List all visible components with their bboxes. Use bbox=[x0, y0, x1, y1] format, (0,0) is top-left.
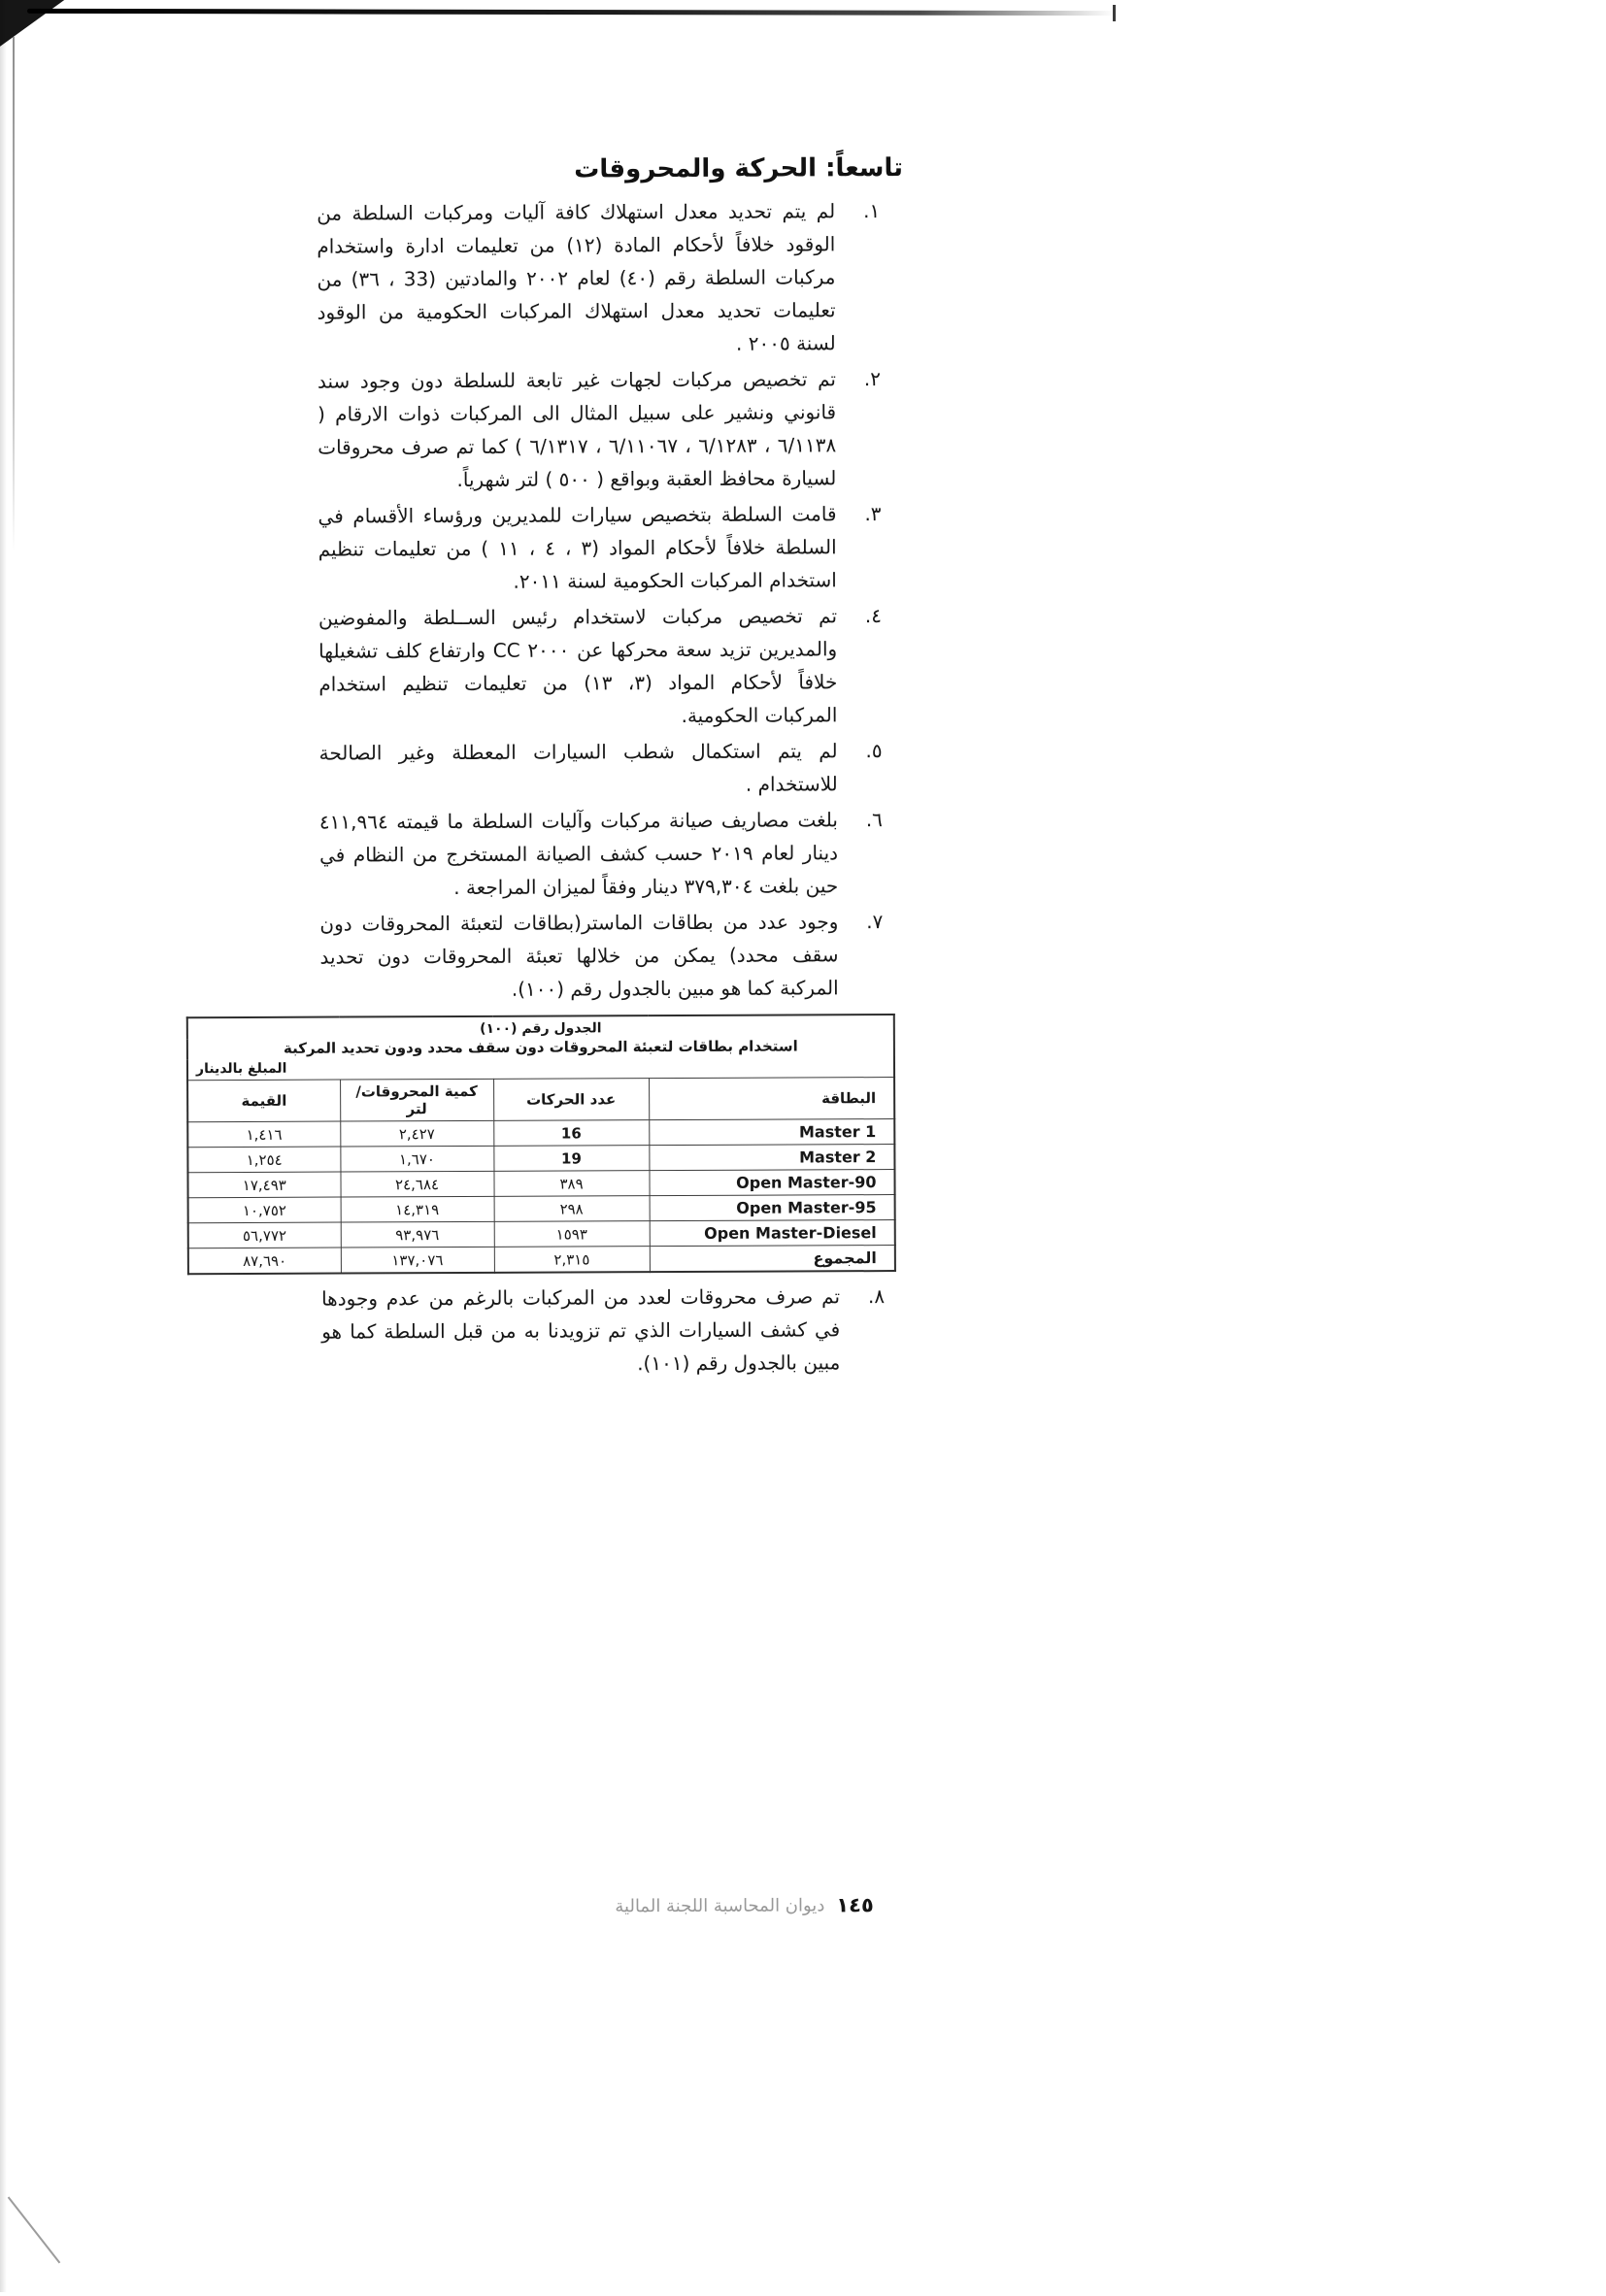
cell-movements: 19 bbox=[493, 1146, 649, 1172]
col-header-card: البطاقة bbox=[649, 1078, 894, 1120]
page-footer bbox=[615, 1893, 874, 1917]
item-marker: ٤. bbox=[864, 604, 883, 628]
item-text: لم يتم استكمال شطب السيارات المعطلة وغير الصالحة للاستخدام . bbox=[318, 739, 838, 796]
cell-value: ١,٤١٦ bbox=[187, 1121, 340, 1148]
table-100 bbox=[186, 1014, 896, 1275]
cell-card: Open Master-95 bbox=[650, 1195, 895, 1221]
col-header-movements: عدد الحركات bbox=[493, 1079, 649, 1121]
cell-fuel: ٢,٤٢٧ bbox=[340, 1120, 493, 1147]
list-item-7 bbox=[319, 905, 883, 1007]
cell-fuel: ١٣٧,٠٧٦ bbox=[341, 1247, 494, 1273]
cell-fuel: ١٤,٣١٩ bbox=[341, 1196, 494, 1222]
item-marker: ٧. bbox=[866, 910, 884, 934]
list-item-5 bbox=[319, 734, 883, 803]
list-item-8 bbox=[321, 1280, 885, 1381]
list-item-6 bbox=[319, 803, 883, 905]
cell-fuel: ٩٣,٩٧٦ bbox=[341, 1221, 494, 1248]
table-caption-row-1 bbox=[187, 1015, 894, 1039]
col-header-fuel: كمية المحروقات/لتر bbox=[340, 1079, 493, 1121]
cell-movements: ٢,٣١٥ bbox=[494, 1247, 650, 1273]
item-marker: ٨. bbox=[867, 1284, 886, 1309]
cell-movements: 16 bbox=[493, 1120, 649, 1147]
cell-value: ٥٦,٧٧٢ bbox=[188, 1222, 341, 1248]
item-marker: ٣. bbox=[864, 502, 882, 526]
item-text: تم تخصيص مركبات لاستخدام رئيس الســلطة والمفوضين والمديرين تزيد سعة محركها عن ٢٠٠٠ CC وارتفاع كلف تشغيلها خلافاً لأحكام المواد (٣، ١٣) من تعليمات تنظيم استخدام المركبات الحكومية. bbox=[318, 604, 838, 728]
item-text: لم يتم تحديد معدل استهلاك كافة آليات ومركبات السلطة من الوقود خلافاً لأحكام المادة (١٢) من تعليمات ادارة واستخدام مركبات السلطة رقم (٤٠) لعام ٢٠٠٢ والمادتين (33 ، ٣٦) من تعليمات تحديد معدل استهلاك المركبات الحكومية من الوقود لسنة ٢٠٠٥ . bbox=[317, 199, 836, 355]
list-item-1 bbox=[317, 194, 881, 362]
item-marker: ١. bbox=[863, 199, 881, 223]
cell-card: Master 1 bbox=[649, 1119, 894, 1146]
fuel-cards-table bbox=[186, 1014, 896, 1275]
table-caption-number: الجدول رقم (١٠٠) bbox=[480, 1020, 602, 1037]
item-text: وجود عدد من بطاقات الماستر(بطاقات لتعبئة المحروقات دون سقف محدد) يمكن من خلالها تعبئة المحروقات دون تحديد المركبة كما هو مبين بالجدول رقم (١٠٠). bbox=[319, 910, 839, 1001]
cell-movements: ٣٨٩ bbox=[493, 1171, 649, 1197]
cell-movements: ١٥٩٣ bbox=[494, 1221, 650, 1248]
table-caption-title: استخدام بطاقات لتعبئة المحروقات دون سقف محدد ودون تحديد المركبة bbox=[283, 1037, 798, 1057]
table-row bbox=[188, 1195, 895, 1223]
table-row bbox=[187, 1170, 894, 1198]
cell-value: ٨٧,٦٩٠ bbox=[188, 1248, 341, 1274]
cell-card-total: المجموع bbox=[650, 1246, 895, 1273]
table-unit-row bbox=[187, 1056, 894, 1081]
section-title: تاسعاً: الحركة والمحروقات bbox=[574, 153, 904, 184]
list-item-3 bbox=[318, 497, 881, 599]
cell-value: ١٠,٧٥٢ bbox=[188, 1197, 341, 1223]
list-item-4 bbox=[318, 599, 883, 734]
cell-card: Open Master-Diesel bbox=[650, 1220, 895, 1247]
item-marker: ٦. bbox=[865, 808, 883, 832]
table-row bbox=[188, 1220, 895, 1248]
page-number: ١٤٥ bbox=[836, 1893, 874, 1917]
item-marker: ٥. bbox=[865, 739, 883, 763]
cell-value: ١,٢٥٤ bbox=[187, 1147, 340, 1173]
list-item-2 bbox=[318, 362, 882, 497]
item-text: بلغت مصاريف صيانة مركبات وآليات السلطة ما قيمته ٤١١,٩٦٤ دينار لعام ٢٠١٩ حسب كشف الصيانة المستخرج من النظام في حين بلغت ٣٧٩,٣٠٤ دينار وفقاً لميزان المراجعة . bbox=[318, 808, 839, 900]
document-content bbox=[195, 153, 909, 1384]
table-row bbox=[187, 1119, 894, 1148]
cell-card: Open Master-90 bbox=[649, 1170, 894, 1196]
cell-movements: ٢٩٨ bbox=[494, 1196, 650, 1222]
col-header-value: القيمة bbox=[187, 1080, 340, 1122]
cell-fuel: ١,٦٧٠ bbox=[340, 1146, 493, 1172]
footer-label: ديوان المحاسبة اللجنة المالية bbox=[615, 1894, 825, 1916]
table-total-row bbox=[188, 1246, 895, 1275]
item-text: تم صرف محروقات لعدد من المركبات بالرغم من عدم وجودها في كشف السيارات الذي تم تزويدنا به من قبل السلطة كما هو مبين بالجدول رقم (١٠١). bbox=[320, 1284, 841, 1376]
cell-card: Master 2 bbox=[649, 1145, 894, 1171]
cell-value: ١٧,٤٩٣ bbox=[187, 1172, 340, 1198]
item-marker: ٢. bbox=[863, 367, 881, 391]
table-unit-note: المبلغ بالدينار bbox=[195, 1060, 287, 1078]
cell-fuel: ٢٤,٦٨٤ bbox=[340, 1171, 493, 1197]
item-text: قامت السلطة بتخصيص سيارات للمديرين ورؤساء الأقسام في السلطة خلافاً لأحكام المواد (٣ ، ٤ ، ١١ ) من تعليمات تنظيم استخدام المركبات الحكومية لسنة ٢٠١١. bbox=[318, 502, 837, 593]
table-row bbox=[187, 1145, 894, 1173]
table-header-row bbox=[187, 1078, 894, 1122]
item-text: تم تخصيص مركبات لجهات غير تابعة للسلطة دون وجود سند قانوني ونشير على سبيل المثال الى المركبات ذوات الارقام ( ٦/١١٣٨ ، ٦/١٢٨٣ ، ٦/١١٠٦٧ ، ٦/١٣١٧ ) كما تم صرف محروقات لسيارة محافظ العقبة وبواقع ( ٥٠٠ ) لتر شهرياً. bbox=[317, 367, 837, 492]
